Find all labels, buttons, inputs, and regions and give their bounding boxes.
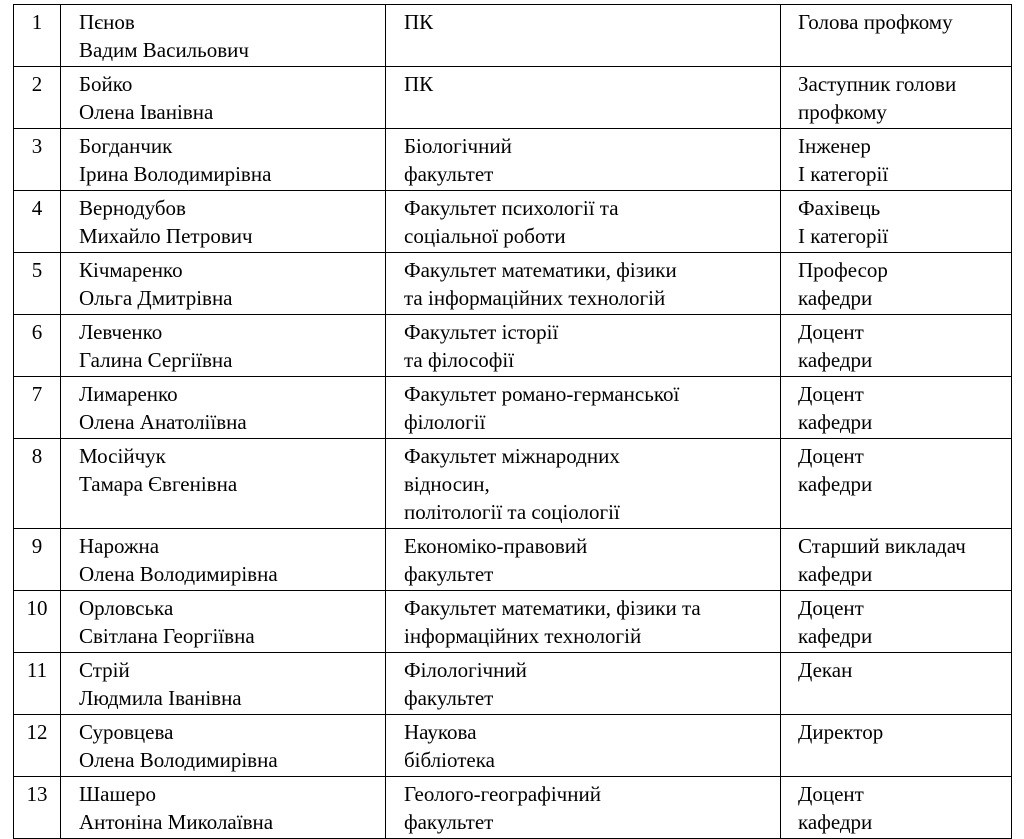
member-department-line: Наукова: [404, 720, 477, 744]
table-body: [14, 5, 1012, 839]
table-row: [14, 439, 1012, 529]
member-name-line: Нарожна: [79, 534, 160, 558]
table-row: [14, 191, 1012, 253]
table-row: [14, 653, 1012, 715]
table-row: [14, 377, 1012, 439]
row-number: 1: [14, 5, 61, 67]
member-name-line: Мосійчук: [79, 444, 166, 468]
member-department-line: бібліотека: [404, 748, 495, 772]
member-department-line: ПК: [404, 72, 434, 96]
member-name-cell: [61, 377, 386, 439]
member-department-line: філології: [404, 410, 486, 434]
row-number: 12: [14, 715, 61, 777]
member-name-line: Олена Іванівна: [79, 100, 214, 124]
member-position-line: Декан: [798, 658, 853, 682]
member-department-cell: [386, 591, 781, 653]
table-row: [14, 315, 1012, 377]
member-department-line: факультет: [404, 162, 494, 186]
member-department-line: факультет: [404, 686, 494, 710]
member-position-cell: [781, 777, 1012, 839]
member-position-line: Доцент: [798, 596, 864, 620]
member-position-cell: [781, 377, 1012, 439]
member-name-line: Бойко: [79, 72, 133, 96]
member-position-cell: [781, 591, 1012, 653]
member-department-cell: [386, 529, 781, 591]
member-position-line: кафедри: [798, 348, 873, 372]
member-position-line: кафедри: [798, 562, 873, 586]
member-name-cell: [61, 715, 386, 777]
member-position-cell: [781, 529, 1012, 591]
member-department-line: факультет: [404, 810, 494, 834]
table-row: [14, 67, 1012, 129]
member-position-line: Професор: [798, 258, 888, 282]
member-name-cell: [61, 315, 386, 377]
table-row: [14, 5, 1012, 67]
table-row: [14, 129, 1012, 191]
member-position-cell: [781, 653, 1012, 715]
member-position-cell: [781, 5, 1012, 67]
member-position-line: кафедри: [798, 410, 873, 434]
member-name-line: Світлана Георгіївна: [79, 624, 255, 648]
member-name-line: Галина Сергіївна: [79, 348, 233, 372]
member-name-line: Вадим Васильович: [79, 38, 249, 62]
member-position-line: І категорії: [798, 224, 889, 248]
member-department-line: Факультет міжнародних: [404, 444, 620, 468]
member-position-cell: [781, 253, 1012, 315]
member-position-cell: [781, 129, 1012, 191]
member-department-cell: [386, 777, 781, 839]
members-table: [13, 4, 1012, 839]
member-department-line: Факультет історії: [404, 320, 559, 344]
member-department-cell: [386, 191, 781, 253]
member-department-line: Факультет психології та: [404, 196, 619, 220]
member-name-line: Михайло Петрович: [79, 224, 253, 248]
member-department-cell: [386, 129, 781, 191]
member-name-line: Кічмаренко: [79, 258, 183, 282]
table-row: [14, 777, 1012, 839]
member-name-line: Стрій: [79, 658, 130, 682]
member-name-line: Олена Володимирівна: [79, 562, 278, 586]
row-number: 7: [14, 377, 61, 439]
member-position-line: Фахівець: [798, 196, 881, 220]
member-department-line: та філософії: [404, 348, 515, 372]
member-name-line: Антоніна Миколаївна: [79, 810, 274, 834]
member-department-cell: [386, 439, 781, 529]
member-name-cell: [61, 591, 386, 653]
member-name-line: Олена Анатоліївна: [79, 410, 247, 434]
member-department-cell: [386, 653, 781, 715]
member-position-cell: [781, 715, 1012, 777]
member-name-cell: [61, 5, 386, 67]
member-name-cell: [61, 67, 386, 129]
member-name-line: Олена Володимирівна: [79, 748, 278, 772]
member-department-line: відносин,: [404, 472, 490, 496]
row-number: 2: [14, 67, 61, 129]
member-name-cell: [61, 191, 386, 253]
member-department-line: соціальної роботи: [404, 224, 566, 248]
member-name-line: Тамара Євгенівна: [79, 472, 238, 496]
row-number: 6: [14, 315, 61, 377]
member-name-cell: [61, 777, 386, 839]
row-number: 13: [14, 777, 61, 839]
member-position-line: Інженер: [798, 134, 871, 158]
member-name-line: Богданчик: [79, 134, 173, 158]
member-department-line: ПК: [404, 10, 434, 34]
member-position-cell: [781, 191, 1012, 253]
member-department-line: та інформаційних технологій: [404, 286, 666, 310]
member-name-line: Лимаренко: [79, 382, 178, 406]
member-name-line: Шашеро: [79, 782, 156, 806]
member-department-line: Факультет математики, фізики та: [404, 596, 701, 620]
member-department-cell: [386, 5, 781, 67]
member-department-cell: [386, 715, 781, 777]
member-department-cell: [386, 377, 781, 439]
member-name-cell: [61, 439, 386, 529]
member-department-cell: [386, 67, 781, 129]
member-department-cell: [386, 253, 781, 315]
row-number: 5: [14, 253, 61, 315]
member-name-line: Людмила Іванівна: [79, 686, 242, 710]
member-position-line: кафедри: [798, 810, 873, 834]
member-name-line: Орловська: [79, 596, 174, 620]
table-row: [14, 529, 1012, 591]
row-number: 3: [14, 129, 61, 191]
row-number: 4: [14, 191, 61, 253]
member-department-line: Філологічний: [404, 658, 527, 682]
member-position-line: І категорії: [798, 162, 889, 186]
row-number: 8: [14, 439, 61, 529]
member-position-line: Голова профкому: [798, 10, 953, 34]
table-row: [14, 591, 1012, 653]
member-position-line: Доцент: [798, 382, 864, 406]
member-name-line: Суровцева: [79, 720, 174, 744]
member-department-line: Біологічний: [404, 134, 512, 158]
member-name-line: Пєнов: [79, 10, 135, 34]
member-position-line: Заступник голови: [798, 72, 957, 96]
member-name-line: Вернодубов: [79, 196, 186, 220]
member-position-line: профкому: [798, 100, 887, 124]
member-position-cell: [781, 67, 1012, 129]
member-position-cell: [781, 439, 1012, 529]
table-row: [14, 253, 1012, 315]
member-name-cell: [61, 529, 386, 591]
row-number: 10: [14, 591, 61, 653]
member-position-line: кафедри: [798, 472, 873, 496]
member-position-line: Доцент: [798, 782, 864, 806]
member-position-line: Старший викладач: [798, 534, 966, 558]
member-department-line: Факультет романо-германської: [404, 382, 680, 406]
member-position-line: кафедри: [798, 624, 873, 648]
member-name-line: Ірина Володимирівна: [79, 162, 272, 186]
member-position-line: Директор: [798, 720, 884, 744]
member-position-line: Доцент: [798, 444, 864, 468]
member-position-line: Доцент: [798, 320, 864, 344]
member-department-line: політології та соціології: [404, 500, 620, 524]
member-department-line: факультет: [404, 562, 494, 586]
member-position-line: кафедри: [798, 286, 873, 310]
member-position-cell: [781, 315, 1012, 377]
member-name-cell: [61, 129, 386, 191]
member-department-line: Факультет математики, фізики: [404, 258, 677, 282]
member-department-line: Геолого-географічний: [404, 782, 601, 806]
member-name-cell: [61, 253, 386, 315]
row-number: 11: [14, 653, 61, 715]
row-number: 9: [14, 529, 61, 591]
member-department-line: Економіко-правовий: [404, 534, 588, 558]
member-name-line: Ольга Дмитрівна: [79, 286, 233, 310]
table-row: [14, 715, 1012, 777]
member-department-cell: [386, 315, 781, 377]
member-department-line: інформаційних технологій: [404, 624, 642, 648]
member-name-cell: [61, 653, 386, 715]
member-name-line: Левченко: [79, 320, 163, 344]
